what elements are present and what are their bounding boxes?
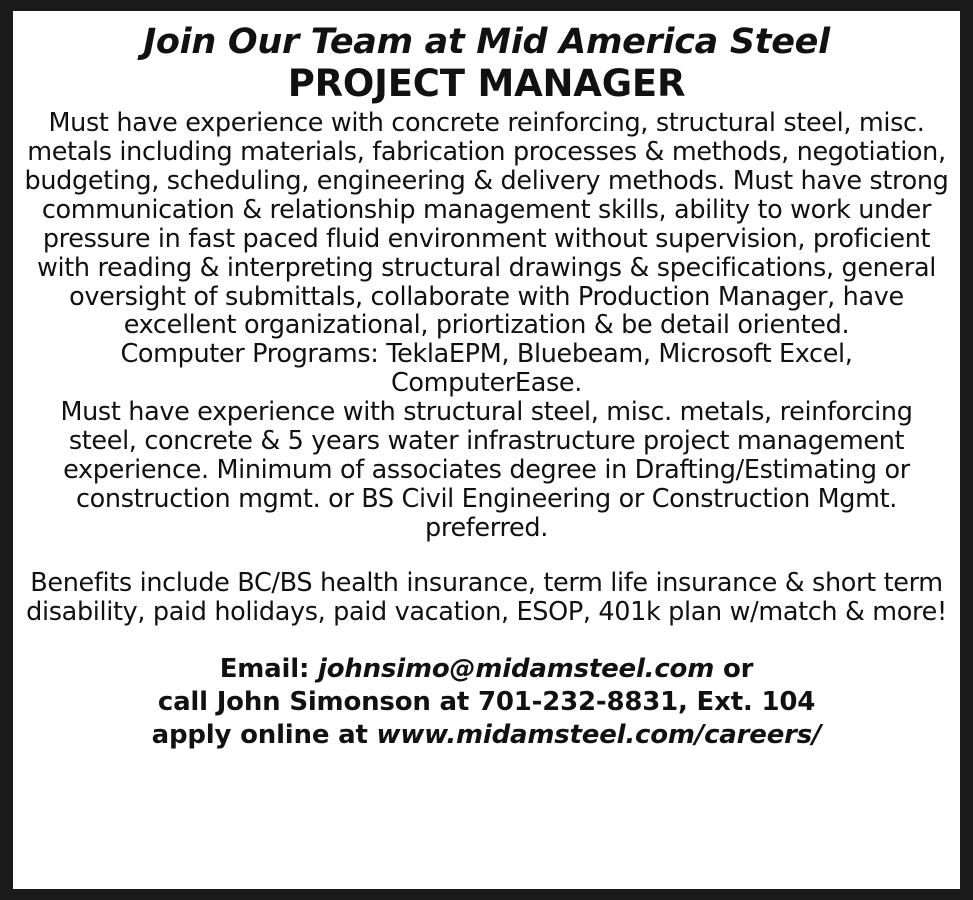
advertisement-content (13, 11, 960, 889)
ad-requirements-paragraph: Must have experience with concrete reinforcing, structural steel, misc. metals including materials, fabrication processes & methods, negotiation, budgeting, scheduling, engineering & delivery methods. Must have strong communication & relationship management skills, ability to work under pressure in fast paced fluid environment without supervision, proficient with reading & interpreting structural drawings & specifications, general oversight of submittals, collaborate with Production Manager, have excellent organizational, priortization & be detail oriented. (24, 107, 949, 341)
email-suffix: or (722, 653, 754, 684)
ad-contact-block (23, 653, 950, 752)
ad-job-title: PROJECT MANAGER (287, 62, 686, 106)
apply-label: apply online at (151, 719, 368, 750)
email-address[interactable]: johnsimo@midamsteel.com (318, 653, 715, 684)
contact-email-line (23, 653, 950, 686)
contact-phone-line[interactable]: call John Simonson at 701-232-8831, Ext. 104 (157, 686, 816, 717)
contact-apply-line (23, 719, 950, 752)
ad-software-paragraph: Computer Programs: TeklaEPM, Bluebeam, Microsoft Excel, ComputerEase. (120, 339, 853, 399)
ad-experience-paragraph: Must have experience with structural steel, misc. metals, reinforcing steel, concrete & 5 years water infrastructure project management experience. Minimum of associates degree in Drafting/Estimating or construction mgmt. or BS Civil Engineering or Construction Mgmt. preferred. (60, 397, 913, 543)
spacer-benefits (23, 543, 950, 569)
apply-url[interactable]: www.midamsteel.com/careers/ (376, 719, 822, 750)
ad-benefits-paragraph: Benefits include BC/BS health insurance, term life insurance & short term disability, paid holidays, paid vacation, ESOP, 401k plan w/match & more! (26, 567, 947, 627)
email-label: Email: (219, 653, 310, 684)
ad-headline: Join Our Team at Mid America Steel (143, 22, 830, 62)
spacer-contact (23, 627, 950, 653)
